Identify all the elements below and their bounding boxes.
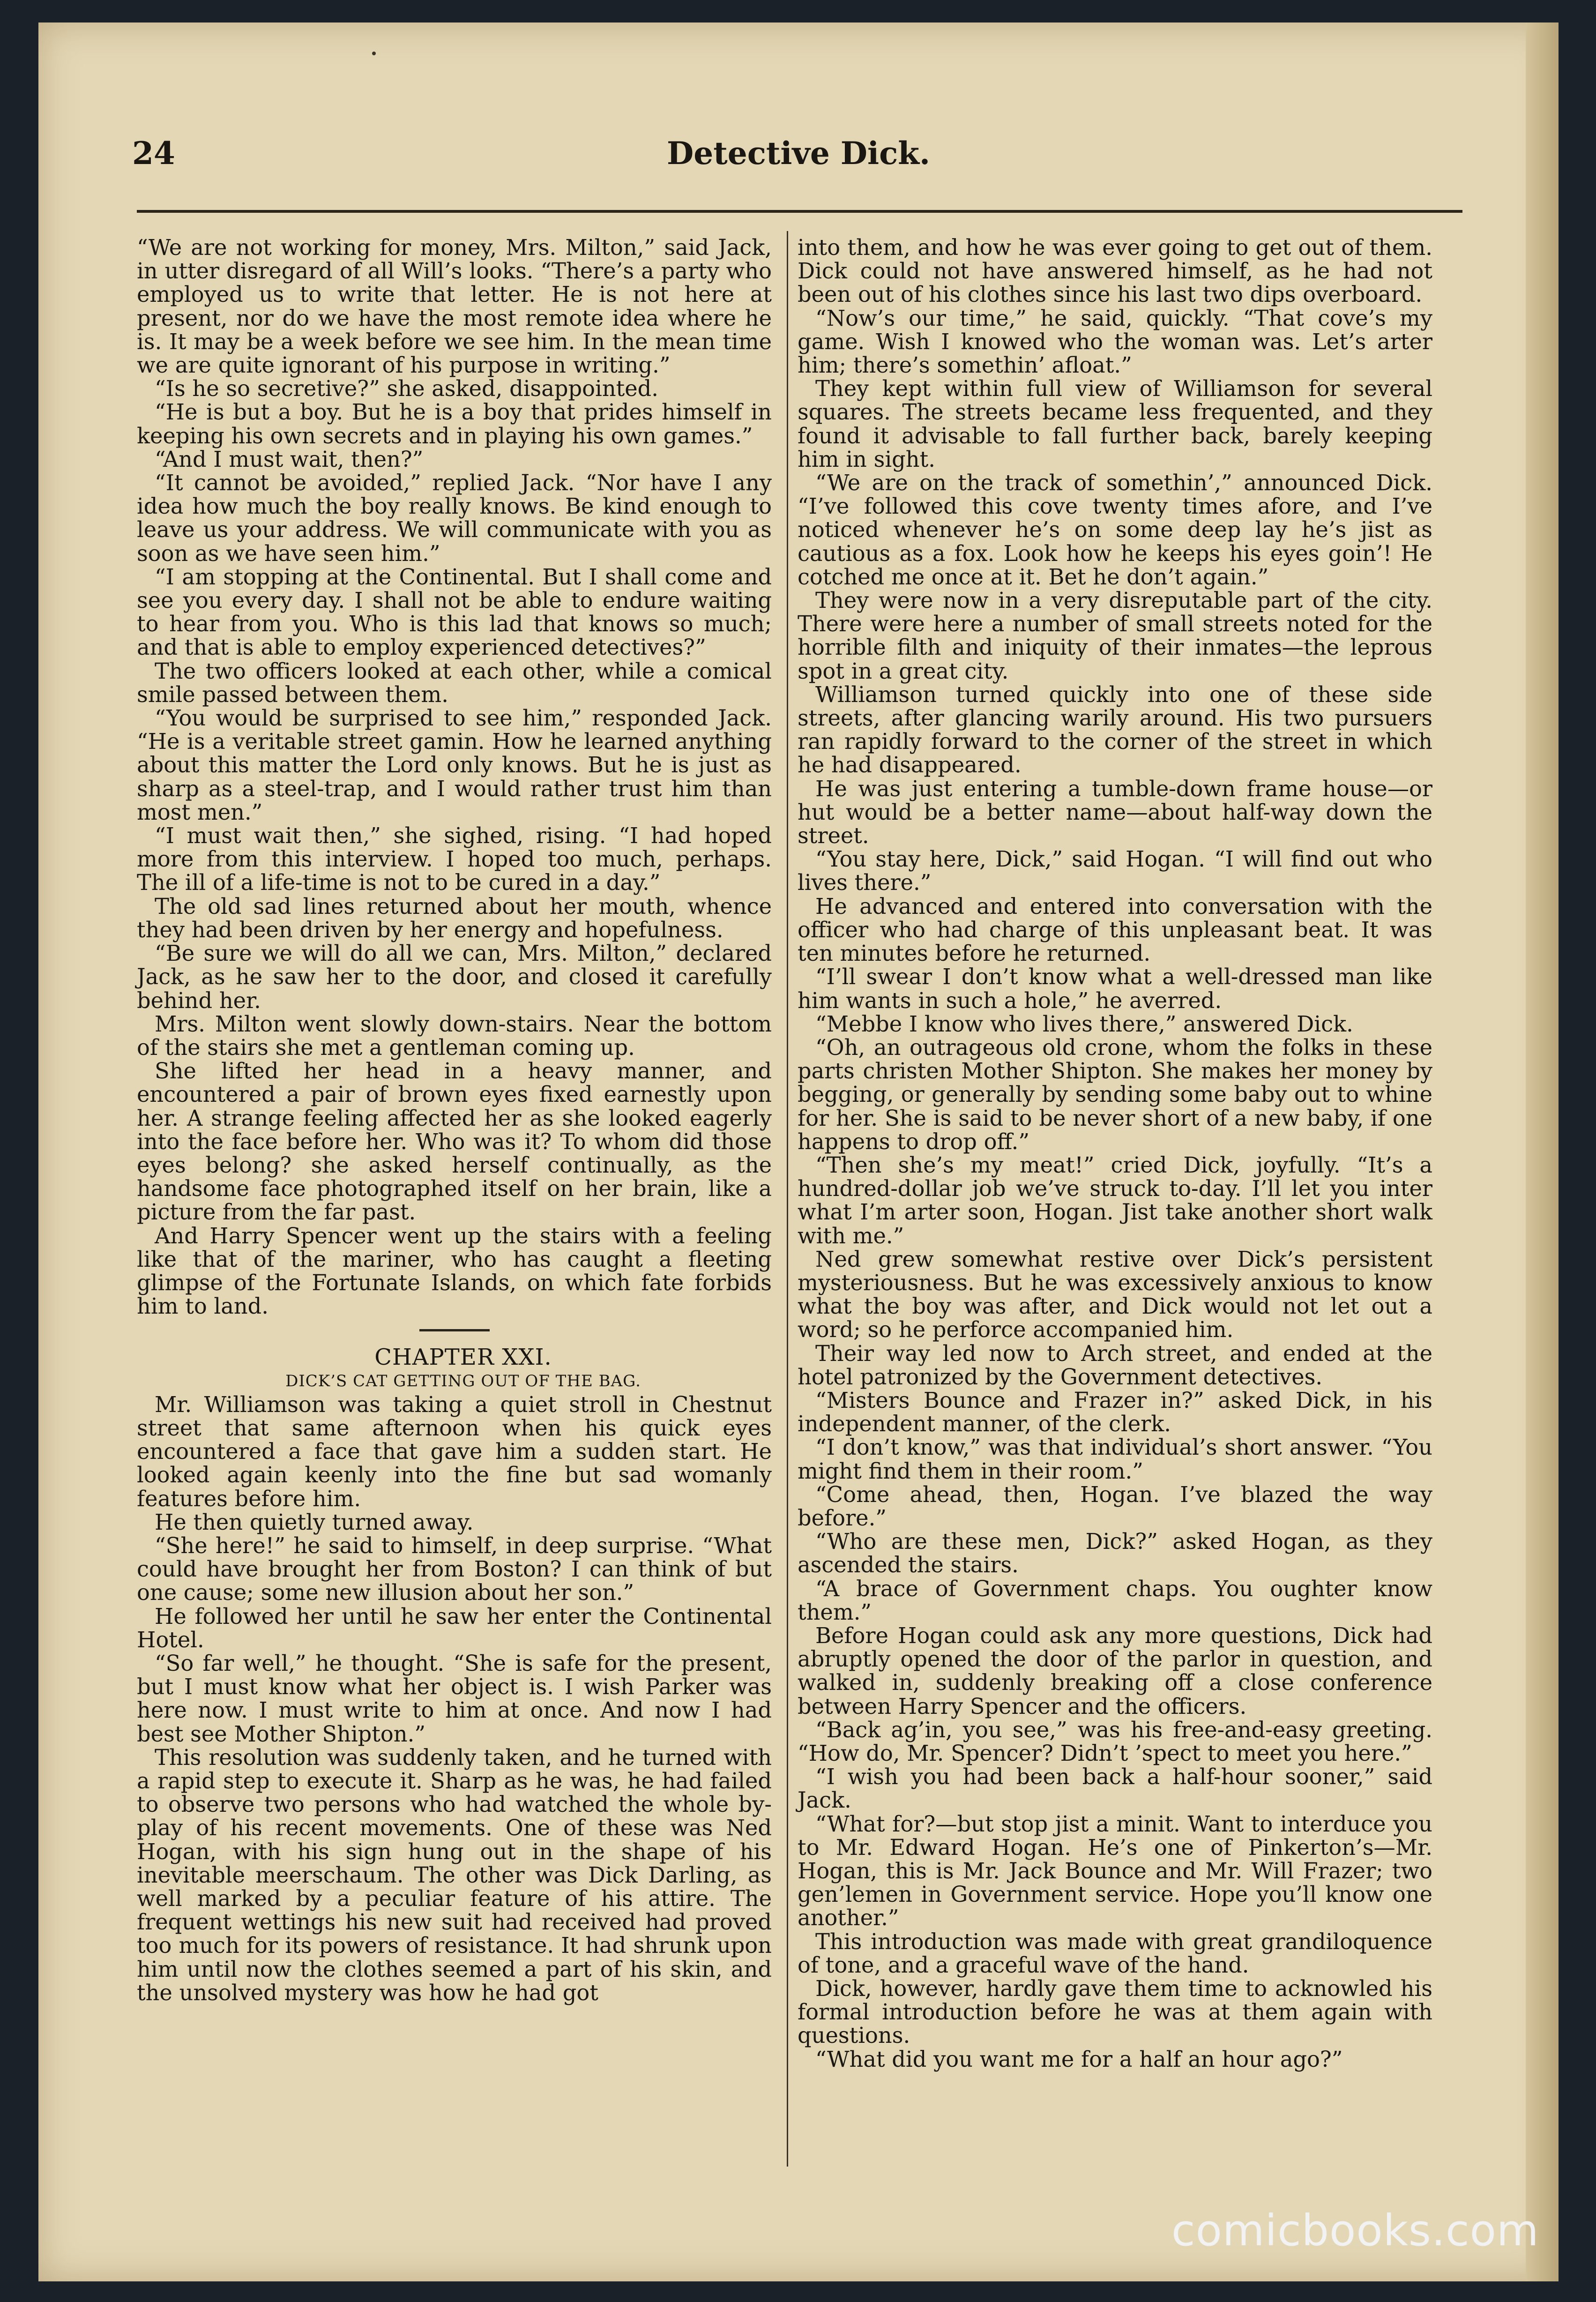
column-divider [787,231,788,2167]
running-title: Detective Dick. [667,135,930,172]
paragraph: The old sad lines returned about her mouth, whence they had been driven by her energy and hopefulness. [137,893,772,942]
paragraph: “It cannot be avoided,” replied Jack. “Nor have I any idea how much the boy really knows. Be kind enough to leave us your address. We will communicate with you as soon as we have seen him.” [137,470,772,566]
paragraph: into them, and how he was ever going to get out of them. Dick could not have answered himself, as he had not been out of his clothes since his last two dips overboard. [798,235,1432,307]
paragraph: “Come ahead, then, Hogan. I’ve blazed the way before.” [798,1481,1432,1531]
paragraph: “I wish you had been back a half-hour sooner,” said Jack. [798,1764,1432,1813]
paragraph: “Who are these men, Dick?” asked Hogan, as they ascended the stairs. [798,1529,1432,1578]
paragraph: “I must wait then,” she sighed, rising. “I had hoped more from this interview. I hoped too much, perhaps. The ill of a life-time is not to be cured in a day.” [137,823,772,896]
paragraph: Mrs. Milton went slowly down-stairs. Near the bottom of the stairs she met a gentleman coming up. [137,1011,772,1060]
paragraph: “And I must wait, then?” [155,446,424,472]
section-divider [419,1329,490,1331]
paragraph: “Be sure we will do all we can, Mrs. Milton,” declared Jack, as he saw her to the door, and closed it carefully behind her. [137,941,772,1013]
right-column-paragraphs [798,236,1432,2071]
paragraph: “A brace of Government chaps. You oughter know them.” [798,1576,1432,1625]
left-column [137,236,772,2004]
paragraph: “You would be surprised to see him,” responded Jack. “He is a veritable street gamin. How he learned anything about this matter the Lord only knows. But he is just as sharp as a steel-trap, and I would rather trust him than most men.” [137,705,772,825]
paragraph: Their way led now to Arch street, and ended at the hotel patronized by the Government detectives. [798,1340,1432,1390]
chapter-subtitle: DICK’S CAT GETTING OUT OF THE BAG. [285,1371,641,1390]
paragraph: He then quietly turned away. [155,1509,474,1535]
paragraph: “What for?—but stop jist a minit. Want to interduce you to Mr. Edward Hogan. He’s one of Pinkerton’s—Mr. Hogan, this is Mr. Jack Bounce and Mr. Will Frazer; two gen’lemen in Government service. Hope you’ll know one another.” [798,1811,1432,1931]
paragraph: They were now in a very disreputable part of the city. There were here a number of small streets noted for the horrible filth and iniquity of their inmates—the leprous spot in a great city. [798,588,1432,684]
paragraph: “You stay here, Dick,” said Hogan. “I will find out who lives there.” [798,846,1432,896]
paragraph: “I am stopping at the Continental. But I shall come and see you every day. I shall not be able to endure waiting to hear from you. Who is this lad that knows so much; and that is able to employ experienced detectives?” [137,564,772,660]
paragraph: This resolution was suddenly taken, and he turned with a rapid step to execute it. Sharp as he was, he had failed to observe two persons who had watched the whole by-play of his recent movements. One of these was Ned Hogan, with his sign hung out in the shape of his inevitable meerschaum. The other was Dick Darling, as well marked by a peculiar feature of his attire. The frequent wettings his new suit had received had proved too much for its powers of resistance. It had shrunk upon him until now the clothes seemed a part of his skin, and the unsolved mystery was how he had got [137,1744,772,2005]
paragraph: He followed her until he saw her enter the Continental Hotel. [137,1603,772,1652]
paragraph: “I’ll swear I don’t know what a well-dressed man like him wants in such a hole,” he averred. [798,964,1432,1013]
paragraph: She lifted her head in a heavy manner, and encountered a pair of brown eyes fixed earnestly upon her. A strange feeling affected her as she looked eagerly into the face before her. Who was it? To whom did those eyes belong? she asked herself continually, as the handsome face photographed itself on her brain, like a picture from the far past. [137,1058,772,1225]
paragraph: Williamson turned quickly into one of these side streets, after glancing warily around. His two pursuers ran rapidly forward to the corner of the street in which he had disappeared. [798,681,1432,778]
paragraph: He advanced and entered into conversation with the officer who had charge of this unpleasant beat. It was ten minutes before he returned. [798,893,1432,966]
right-column [798,236,1432,2071]
paragraph: “What did you want me for a half an hour ago?” [815,2046,1343,2072]
paragraph: Ned grew somewhat restive over Dick’s persistent mysteriousness. But he was excessively anxious to know what the boy was after, and Dick would not let out a word; so he perforce accompanied him. [798,1246,1432,1343]
chapter-paragraphs [137,1393,772,2004]
paragraph: “We are not working for money, Mrs. Milton,” said Jack, in utter disregard of all Will’s looks. “There’s a party who employed us to write that letter. He is not here at present, nor do we have the most remote idea where he is. It may be a week before we see him. In the mean time we are quite ignorant of his purpose in writing.” [137,235,772,378]
header-rule [137,210,1462,213]
watermark: comicbooks.com [1171,2205,1539,2256]
paragraph: They kept within full view of Williamson for several squares. The streets became less frequented, and they found it advisable to fall further back, barely keeping him in sight. [798,376,1432,472]
paragraph: And Harry Spencer went up the stairs with a feeling like that of the mariner, who has caught a fleeting glimpse of the Fortunate Islands, on which fate forbids him to land. [137,1223,772,1319]
paragraph: Dick, however, hardly gave them time to acknowled his formal introduction before he was at them again with questions. [798,1976,1432,2048]
page-edge [1526,22,1559,2281]
paragraph: “He is but a boy. But he is a boy that prides himself in keeping his own secrets and in playing his own games.” [137,399,772,448]
paragraph: “Back ag’in, you see,” was his free-and-easy greeting. “How do, Mr. Spencer? Didn’t ’spect to meet you here.” [798,1717,1432,1766]
page-mark [372,52,376,55]
paragraph: “Then she’s my meat!” cried Dick, joyfully. “It’s a hundred-dollar job we’ve struck to-day. I’ll let you inter what I’m arter soon, Hogan. Jist take another short walk with me.” [798,1152,1432,1248]
paragraph: “Mebbe I know who lives there,” answered Dick. [815,1011,1353,1037]
paragraph: “She here!” he said to himself, in deep surprise. “What could have brought her from Boston? I can think of but one cause; some new illusion about her son.” [137,1532,772,1606]
paragraph: “I don’t know,” was that individual’s short answer. “You might find them in their room.” [798,1435,1432,1484]
paragraph: “Is he so secretive?” she asked, disappointed. [155,376,659,402]
paragraph: Before Hogan could ask any more questions, Dick had abruptly opened the door of the parlor in question, and walked in, suddenly breaking off a close conference between Harry Spencer and the officers. [798,1622,1432,1719]
paragraph: “So far well,” he thought. “She is safe for the present, but I must know what her object is. I wish Parker was here now. I must write to him at once. And now I had best see Mother Shipton.” [137,1650,772,1747]
paragraph: The two officers looked at each other, while a comical smile passed between them. [137,658,772,707]
paragraph: Mr. Williamson was taking a quiet stroll in Chestnut street that same afternoon when his quick eyes encountered a face that gave him a sudden start. He looked again keenly into the fine but sad womanly features before him. [137,1391,772,1511]
chapter-title: CHAPTER XXI. [374,1344,552,1371]
paragraph: “Oh, an outrageous old crone, whom the folks in these parts christen Mother Shipton. She makes her money by begging, or generally by sending some baby out to whine for her. She is said to be never short of a new baby, if one happens to drop off.” [798,1034,1432,1154]
page-number: 24 [132,135,175,172]
magazine-page [38,22,1559,2281]
paragraph: “We are on the track of somethin’,” announced Dick. “I’ve followed this cove twenty times afore, and I’ve noticed whenever he’s on some deep lay he’s jist as cautious as a fox. Look how he keeps his eyes goin’! He cotched me once at it. Bet he don’t again.” [798,470,1432,590]
paragraph: “Now’s our time,” he said, quickly. “That cove’s my game. Wish I knowed who the woman was. Let’s arter him; there’s somethin’ afloat.” [798,305,1432,378]
left-column-paragraphs [137,236,772,1318]
page-header [132,135,1465,191]
paragraph: “Misters Bounce and Frazer in?” asked Dick, in his independent manner, of the clerk. [798,1387,1432,1437]
paragraph: He was just entering a tumble-down frame house—or hut would be a better name—about half-way down the street. [798,776,1432,849]
paragraph: This introduction was made with great grandiloquence of tone, and a graceful wave of the hand. [798,1928,1432,1978]
